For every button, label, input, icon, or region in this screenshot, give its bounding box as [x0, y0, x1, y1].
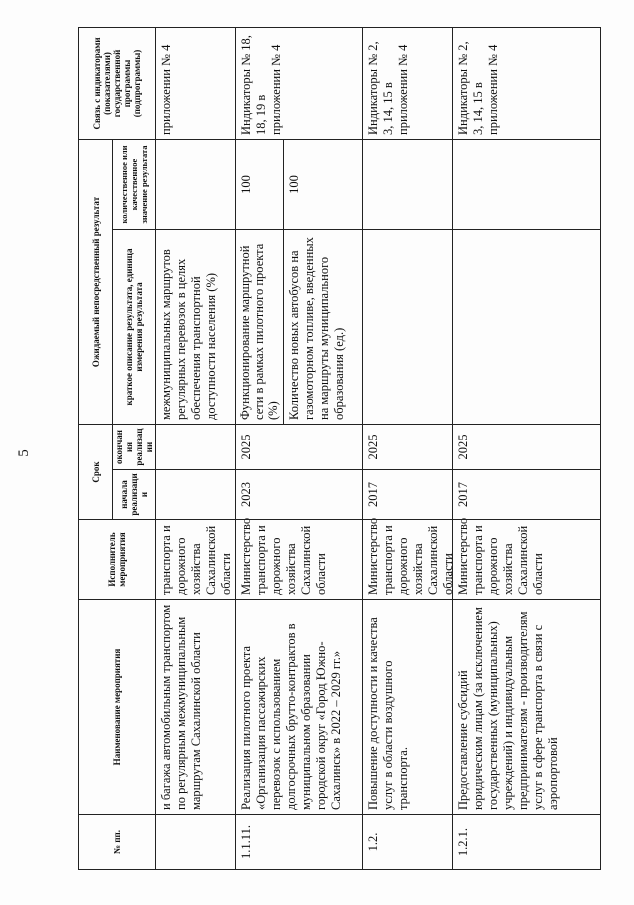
row-executor-cell: Министерство транспорта и дорожного хозяйства Сахалинской области — [235, 519, 363, 600]
row-num-cell: 1.2. — [362, 814, 453, 870]
header-result-desc: краткое описание результата, единица измерения результата — [112, 229, 156, 425]
row-link-cell: Индикаторы № 18, 18, 19 в приложении № 4 — [235, 27, 363, 140]
row-name-cell: Предоставление субсидий юридическим лицам (за исключением государственных (муниципальных) учреждений) и индивидуальным предпринимателям - производителям услуг в сфере транспорта в связи с аэропортовой — [452, 599, 601, 815]
row-num-cell: 1.1.11. — [235, 814, 363, 870]
row-start-cell: 2017 — [452, 469, 601, 520]
row-result-desc-cell: Функционирование маршрутной сети в рамках пилотного проекта (%) — [235, 229, 284, 425]
header-num: № пп. — [78, 814, 156, 870]
header-name: Наименование мероприятия — [78, 599, 156, 815]
row-name-cell: Повышение доступности и качества услуг в области воздушного транспорта. — [362, 599, 453, 815]
header-term-start: начала реализации — [112, 469, 156, 520]
row-name-cell: Реализация пилотного проекта «Организация пассажирских перевозок с использованием долгосрочных брутто-контрактов в муниципальном образовании городской округ «Город Южно-Сахалинск» в 2022 – 2029 гг.» — [235, 599, 363, 815]
row-result-desc-cell — [362, 229, 453, 425]
row-executor-cell: Министерство транспорта и дорожного хозяйства Сахалинской области — [362, 519, 453, 600]
row-executor-cell: транспорта и дорожного хозяйства Сахалинской области — [155, 519, 236, 600]
header-result-value: количественное или качественное значение результата — [112, 139, 156, 230]
row-start-cell: 2017 — [362, 469, 453, 520]
row-start-cell — [155, 469, 236, 520]
row-executor-cell: Министерство транспорта и дорожного хозяйства Сахалинской области — [452, 519, 601, 600]
header-link: Связь с индикаторами (показателями) государственной программы (подпрограммы) — [78, 27, 156, 140]
row-result-value-cell: 100 — [235, 139, 284, 230]
row-end-cell — [155, 424, 236, 470]
row-result-value-cell — [452, 139, 601, 230]
row-result-desc-cell — [452, 229, 601, 425]
row-num-cell: 1.2.1. — [452, 814, 601, 870]
row-result-value-cell: 100 — [283, 139, 363, 230]
header-result: Ожидаемый непосредственный результат — [78, 139, 113, 425]
header-executor: Исполнитель мероприятия — [78, 519, 156, 600]
header-term: Срок — [78, 424, 113, 520]
row-result-desc-cell: межмуниципальных маршрутов регулярных перевозок в целях обеспечения транспортной доступности населения (%) — [155, 229, 236, 425]
row-result-value-cell — [362, 139, 453, 230]
row-result-value-cell — [155, 139, 236, 230]
row-end-cell: 2025 — [362, 424, 453, 470]
row-name-cell: и багажа автомобильным транспортом по регулярным межмуниципальным маршрутам Сахалинской области — [155, 599, 236, 815]
page-number: 5 — [16, 449, 32, 457]
row-end-cell: 2025 — [235, 424, 363, 470]
row-start-cell: 2023 — [235, 469, 363, 520]
row-link-cell: Индикаторы № 2, 3, 14, 15 в приложении № 4 — [452, 27, 601, 140]
row-num-cell — [155, 814, 236, 870]
header-term-end: окончания реализации — [112, 424, 156, 470]
row-link-cell: Индикаторы № 2, 3, 14, 15 в приложении № 4 — [362, 27, 453, 140]
row-end-cell: 2025 — [452, 424, 601, 470]
row-link-cell: приложении № 4 — [155, 27, 236, 140]
row-result-desc-cell: Количество новых автобусов на газомоторном топливе, введенных на маршруты муниципального образования (ед.) — [283, 229, 363, 425]
